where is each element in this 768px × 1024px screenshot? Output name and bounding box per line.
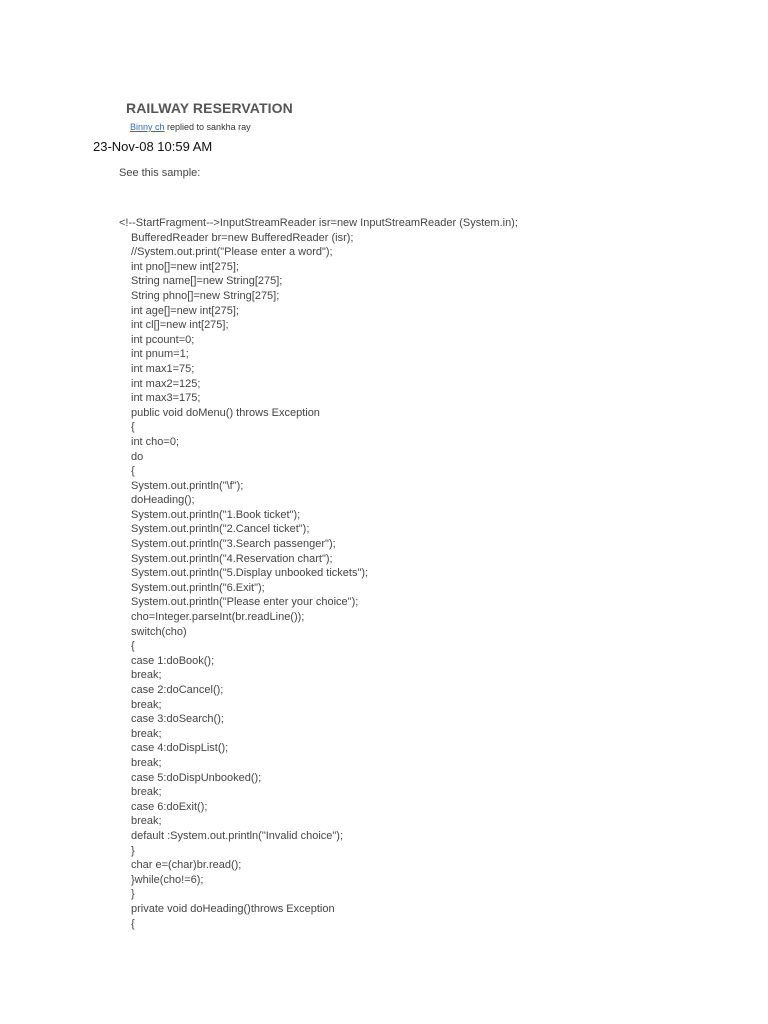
code-block (119, 216, 518, 931)
code-line: System.out.println("5.Display unbooked tickets"); (131, 567, 369, 580)
code-line: System.out.println("1.Book ticket"); (131, 508, 301, 521)
code-line: cho=Integer.parseInt(br.readLine()); (131, 611, 305, 624)
code-line: System.out.println("6.Exit"); (131, 581, 265, 594)
code-line: <!--StartFragment-->InputStreamReader isr=new InputStreamReader (System.in); (119, 217, 518, 229)
code-line: } (131, 888, 135, 901)
code-line: int cl[]=new int[275]; (131, 319, 229, 332)
code-line: break; (131, 756, 162, 769)
code-line: } (131, 844, 135, 857)
code-line: case 1:doBook(); (131, 654, 215, 667)
code-line: System.out.println("\f"); (131, 479, 244, 492)
code-line: int max1=75; (131, 362, 195, 375)
code-line: int max3=175; (131, 392, 201, 405)
code-line: BufferedReader br=new BufferedReader (isr); (131, 231, 354, 244)
byline (130, 122, 251, 132)
code-line: do (131, 450, 144, 463)
code-line: { (131, 465, 135, 478)
code-line: }while(cho!=6); (131, 873, 204, 886)
post-title: RAILWAY RESERVATION (126, 100, 293, 116)
code-line: break; (131, 698, 162, 711)
code-line: case 5:doDispUnbooked(); (131, 771, 262, 784)
author-link[interactable]: Binny ch (130, 122, 165, 132)
code-line: int pnum=1; (131, 348, 189, 361)
code-line: { (131, 640, 135, 653)
code-line: doHeading(); (131, 494, 195, 507)
code-line: int pcount=0; (131, 333, 195, 346)
code-line: { (131, 917, 135, 930)
code-line: break; (131, 727, 162, 740)
code-line: char e=(char)br.read(); (131, 859, 242, 872)
code-line: case 6:doExit(); (131, 800, 208, 813)
code-line: { (131, 421, 135, 434)
post-timestamp: 23-Nov-08 10:59 AM (93, 139, 213, 154)
code-line: int cho=0; (131, 435, 180, 448)
reply-text: replied to sankha ray (164, 122, 251, 132)
code-line: System.out.println("2.Cancel ticket"); (131, 523, 310, 536)
code-line: System.out.println("4.Reservation chart"); (131, 552, 333, 565)
code-line: case 4:doDispList(); (131, 742, 229, 755)
code-line: String name[]=new String[275]; (131, 275, 283, 288)
code-line: case 3:doSearch(); (131, 713, 224, 726)
code-line: break; (131, 786, 162, 799)
code-line: default :System.out.println("Invalid choice"); (131, 829, 344, 842)
code-line: System.out.println("Please enter your choice"); (131, 596, 359, 609)
code-line: public void doMenu() throws Exception (131, 406, 320, 419)
code-line: System.out.println("3.Search passenger"); (131, 538, 336, 551)
code-line: case 2:doCancel(); (131, 684, 224, 696)
code-line: break; (131, 669, 162, 682)
code-line: break; (131, 815, 162, 828)
code-line: int pno[]=new int[275]; (131, 260, 239, 273)
code-line: int age[]=new int[275]; (131, 304, 239, 317)
code-line: int max2=125; (131, 377, 201, 390)
code-line: //System.out.print("Please enter a word"); (131, 246, 333, 259)
intro-text: See this sample: (119, 167, 201, 179)
code-line: String phno[]=new String[275]; (131, 289, 280, 302)
code-line: private void doHeading()throws Exception (131, 902, 335, 915)
code-line: switch(cho) (131, 625, 187, 638)
